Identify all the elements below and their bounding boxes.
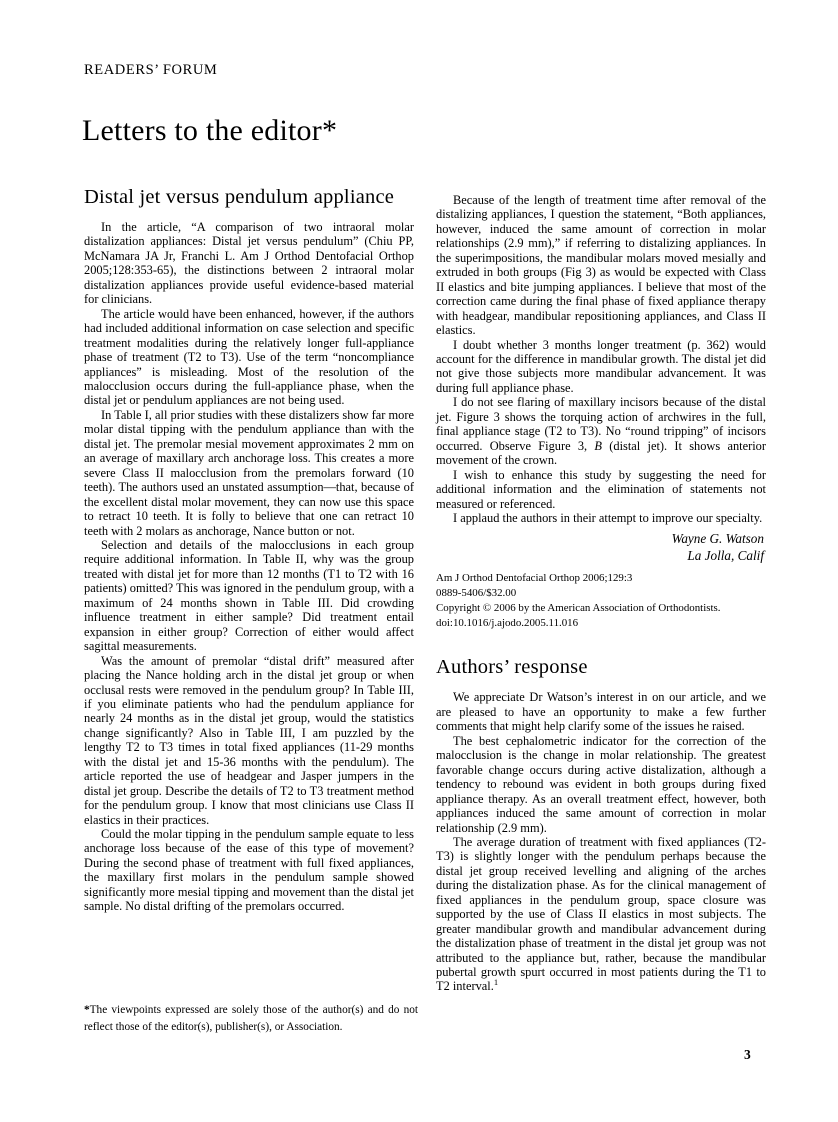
signature-block bbox=[436, 530, 766, 564]
letter-paragraph-figure bbox=[436, 395, 766, 467]
paragraph-text: The average duration of treatment with fixed appliances (T2-T3) is slightly longer with the pendulum perhaps because the distal jet group received levelling and aligning of the arches during the distalization phase. As for the clinical management of fixed appliances in the pendulum group, space closure was supported by the use of Class II elastics in most subjects. The greater mandibular growth and mandibular advancement during the distalization phase of treatment in the distal jet group was not attributed to the appliance but, rather, because the mandibular pubertal growth spurt occurred in most patients during the T1 to T2 interval. bbox=[436, 834, 766, 994]
letter-paragraph: I doubt whether 3 months longer treatment (p. 362) would account for the difference in mandibular growth. The distal jet did not give those subjects more mandibular advancement. It was during full appliance phase. bbox=[436, 337, 766, 395]
author-location: La Jolla, Calif bbox=[687, 548, 764, 564]
response-paragraph: We appreciate Dr Watson’s interest in on our article, and we are pleased to have an opportunity to make a few further comments that might help clarify some of the issues he raised. bbox=[436, 690, 766, 734]
citation-block bbox=[436, 571, 766, 631]
citation-line: 0889-5406/$32.00 bbox=[436, 587, 517, 600]
response-paragraph-last bbox=[436, 835, 766, 994]
letter-paragraph: Selection and details of the malocclusions in each group require additional information. In Table II, why was the group treated with distal jet for more than 12 months (T1 to T2 with 16 patients) omitted? This was ignored in the pendulum group, with a maximum of 24 months shown in Table III. Did crowding influence treatment in either sample? Did treatment entail expansion in either group? Correction of either would affect sagittal measurements. bbox=[84, 537, 414, 654]
footnote-text: The viewpoints expressed are solely those of the author(s) and do not reflect those of the editor(s), publisher(s), or Association. bbox=[84, 1004, 418, 1033]
right-column bbox=[436, 186, 766, 994]
response-paragraph: The best cephalometric indicator for the correction of the malocclusion is the change in molar relationship. The greatest favorable change occurs during active distalization, although a tendency to rebound was evident in both groups during fixed appliance therapy. As an overall treatment effect, however, both appliances induced the same amount of correction in molar relationship (2.9 mm). bbox=[436, 733, 766, 835]
reference-superscript: 1 bbox=[493, 977, 499, 988]
page-title: Letters to the editor* bbox=[82, 114, 338, 147]
response-heading: Authors’ response bbox=[436, 656, 588, 679]
two-column-layout bbox=[84, 186, 766, 994]
letter-paragraph: Was the amount of premolar “distal drift” measured after placing the Nance holding arch in the distal jet group or when occlusal rests were removed in the pendulum group? In Table III, if you eliminate patients who had the pendulum appliance for nearly 24 months as in the distal jet group, would the statistics change significantly? Also in Table III, I am puzzled by the lengthy T2 to T3 times in total fixed appliances (11-29 months with the distal jet and 15-36 months with the pendulum). The article reported the use of headgear and Jasper jumpers in the distal jet group. Describe the details of T2 to T3 treatment method for the pendulum group. I know that most clinicians use Class II elastics in their practices. bbox=[84, 653, 414, 827]
citation-line: doi:10.1016/j.ajodo.2005.11.016 bbox=[436, 617, 579, 630]
title-footnote bbox=[84, 1002, 418, 1036]
letter-paragraph: I wish to enhance this study by suggesting the need for additional information and the elimination of statements not measured or referenced. bbox=[436, 467, 766, 511]
letter-heading: Distal jet versus pendulum appliance bbox=[84, 186, 395, 208]
running-head: READERS’ FORUM bbox=[84, 62, 218, 78]
paragraph-text: (distal jet). It shows anterior movement of the crown. bbox=[436, 438, 766, 468]
letter-paragraph: I applaud the authors in their attempt to improve our specialty. bbox=[453, 510, 763, 525]
figure-label-italic: B bbox=[594, 438, 602, 453]
citation-line: Copyright © 2006 by the American Association of Orthodontists. bbox=[436, 602, 721, 615]
paragraph-text: I do not see flaring of maxillary incisors because of the distal jet. Figure 3 shows the torquing action of archwires in the full, final appliance stage (T2 to T3). No “round tripping” of incisors occurred. Observe Figure 3, bbox=[436, 395, 766, 453]
citation-line: Am J Orthod Dentofacial Orthop 2006;129:3 bbox=[436, 572, 633, 585]
footnote-asterisk: * bbox=[84, 1004, 90, 1016]
letter-paragraph: In Table I, all prior studies with these distalizers show far more molar distal tipping with the pendulum appliance than with the distal jet. The premolar mesial movement approximates 2 mm on an average of maxillary arch anchorage loss. This creates a more severe Class II malocclusion from the premolars forward (10 teeth). The authors used an unstated assumption—that, because of the excellent distal molar movement, they can now use this space to retract 10 teeth. It is folly to believe that one can retract 10 teeth with 2 molars as anchorage, Nance button or not. bbox=[84, 407, 414, 538]
letter-paragraph: In the article, “A comparison of two intraoral molar distalization appliances: Distal jet versus pendulum” (Chiu PP, McNamara JA Jr, Franchi L. Am J Orthod Dentofacial Orthop 2005;128:353-65), the distinctions between 2 intraoral molar distalization appliances provide useful evidence-based material for clinicians. bbox=[84, 220, 414, 307]
page-number: 3 bbox=[744, 1047, 751, 1062]
left-column bbox=[84, 186, 414, 914]
author-name: Wayne G. Watson bbox=[671, 531, 764, 547]
letter-paragraph: Because of the length of treatment time after removal of the distalizing appliances, I question the statement, “Both appliances, however, induced the same amount of correction in molar relationships (2.9 mm),” if referring to distalizing appliances. In the superimpositions, the mandibular molars moved mesially and extruded in both groups (Fig 3) as would be expected with Class II elastics and bite jumping appliances. I believe that most of the correction came during the final phase of fixed appliance therapy with headgear, mandibular repositioning appliances, and Class II elastics. bbox=[436, 193, 766, 338]
letter-paragraph: The article would have been enhanced, however, if the authors had included additional information on case selection and specific treatment modalities during the relatively longer full-appliance phase of treatment (T2 to T3). Use of the term “noncompliance appliances” is misleading. Most of the resolution of the malocclusion occurs during the full-appliance phase, when the distal jet or pendulum appliances are not being used. bbox=[84, 306, 414, 408]
letter-paragraph: Could the molar tipping in the pendulum sample equate to less anchorage loss because of the ease of this type of movement? During the second phase of treatment with full fixed appliances, the maxillary first molars in the pendulum sample showed significantly more mesial tipping and movement than the distal jet sample. No distal drifting of the premolars occurred. bbox=[84, 827, 414, 914]
